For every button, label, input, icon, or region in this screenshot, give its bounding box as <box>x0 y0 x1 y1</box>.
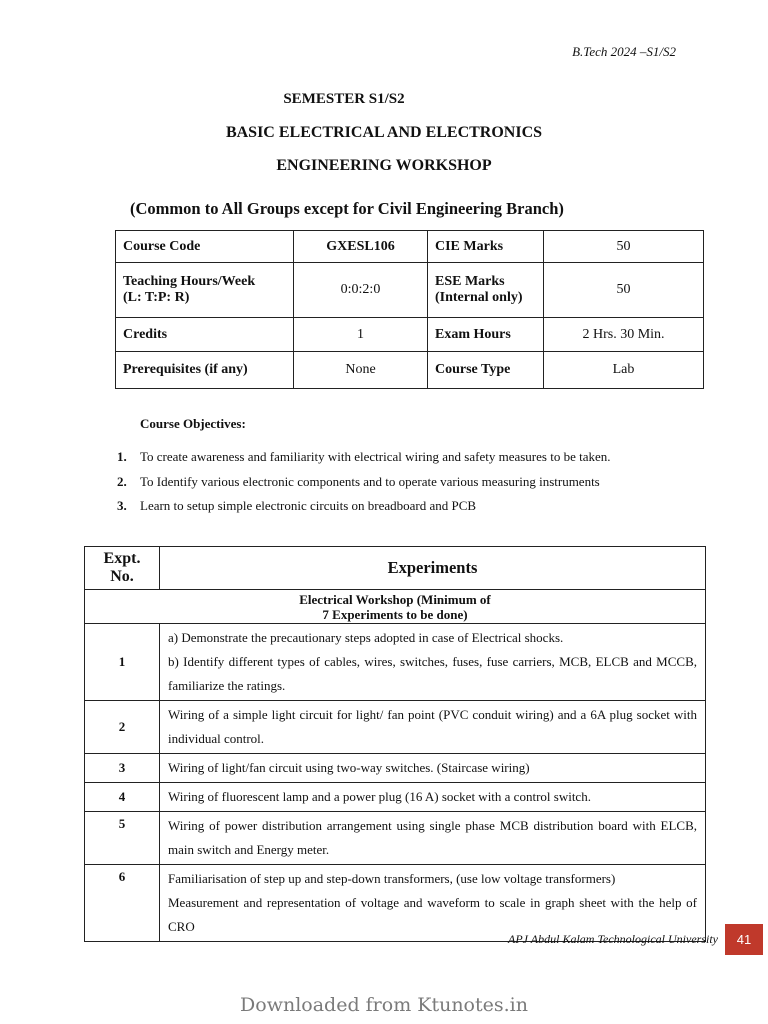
course-info-table <box>115 230 704 389</box>
objectives-heading: Course Objectives: <box>140 416 246 431</box>
page-header: B.Tech 2024 –S1/S2 <box>572 44 676 59</box>
experiment-description <box>160 701 706 754</box>
course-type-label: Course Type <box>428 352 544 389</box>
experiment-number: 5 <box>85 812 160 865</box>
experiment-line: b) Identify different types of cables, wires, switches, fuses, fuse carriers, MCB, ELCB and MCCB, familiarize the ratings. <box>168 654 697 693</box>
experiment-number: 2 <box>85 701 160 754</box>
experiment-description <box>160 783 706 812</box>
experiment-line: Measurement and representation of voltage and waveform to scale in graph sheet with the help of CRO <box>168 895 697 934</box>
section-heading-line-1: Electrical Workshop (Minimum of <box>299 592 491 607</box>
experiment-row <box>85 865 706 942</box>
experiment-line: Wiring of light/fan circuit using two-way switches. (Staircase wiring) <box>168 760 530 775</box>
university-name: APJ Abdul Kalam Technological University <box>508 932 718 946</box>
objective-item <box>117 448 611 473</box>
experiment-line: a) Demonstrate the precautionary steps adopted in case of Electrical shocks. <box>168 630 564 645</box>
objective-text: To create awareness and familiarity with electrical wiring and safety measures to be taken. <box>140 449 611 464</box>
course-title-line-1: BASIC ELECTRICAL AND ELECTRONICS <box>225 124 543 141</box>
course-code-value: GXESL106 <box>294 231 428 263</box>
cie-marks-label: CIE Marks <box>428 231 544 263</box>
prerequisites-label: Prerequisites (if any) <box>116 352 294 389</box>
experiment-row <box>85 701 706 754</box>
section-heading <box>85 590 706 624</box>
objective-text: To Identify various electronic components and to operate various measuring instruments <box>140 473 600 489</box>
experiments-table <box>84 546 706 942</box>
experiment-line: Familiarisation of step up and step-down transformers, (use low voltage transformers) <box>168 871 616 886</box>
experiment-row <box>85 754 706 783</box>
cie-marks-value: 50 <box>544 231 704 263</box>
teaching-hours-label-line-2: (L: T:P: R) <box>123 290 190 305</box>
credits-value: 1 <box>294 318 428 352</box>
experiment-row <box>85 624 706 701</box>
exam-hours-value: 2 Hrs. 30 Min. <box>544 318 704 352</box>
teaching-hours-label <box>116 263 294 318</box>
course-subtitle: (Common to All Groups except for Civil Engineering Branch) <box>130 199 564 218</box>
experiment-description <box>160 754 706 783</box>
experiment-line: Wiring of a simple light circuit for light/ fan point (PVC conduit wiring) and a 6A plug socket with individual control. <box>168 707 697 746</box>
credits-label: Credits <box>116 318 294 352</box>
page-number: 41 <box>725 924 763 955</box>
expt-no-header <box>85 547 160 590</box>
semester-title: SEMESTER S1/S2 <box>283 91 405 107</box>
experiment-line: Wiring of power distribution arrangement using single phase MCB distribution board with ELCB, main switch and Energy meter. <box>168 818 697 857</box>
objective-number: 1. <box>117 449 127 464</box>
prerequisites-value: None <box>294 352 428 389</box>
experiment-line: Wiring of fluorescent lamp and a power plug (16 A) socket with a control switch. <box>168 789 591 804</box>
experiment-row <box>85 812 706 865</box>
ese-marks-label-line-1: ESE Marks <box>435 274 505 289</box>
experiment-number: 3 <box>85 754 160 783</box>
objective-item <box>117 473 611 498</box>
objective-text: Learn to setup simple electronic circuits on breadboard and PCB <box>140 498 477 513</box>
course-type-value: Lab <box>544 352 704 389</box>
teaching-hours-value: 0:0:2:0 <box>294 263 428 318</box>
course-title-line-2: ENGINEERING WORKSHOP <box>276 157 492 174</box>
section-heading-line-2: 7 Experiments to be done) <box>322 607 468 622</box>
expt-no-header-line-2: No. <box>110 568 134 585</box>
objective-number: 2. <box>117 473 127 489</box>
experiment-description <box>160 865 706 942</box>
ese-marks-label-line-2: (Internal only) <box>435 290 523 305</box>
experiment-number: 6 <box>85 865 160 942</box>
ese-marks-value: 50 <box>544 263 704 318</box>
ese-marks-label <box>428 263 544 318</box>
objective-item <box>117 497 611 522</box>
experiment-description <box>160 624 706 701</box>
watermark: Downloaded from Ktunotes.in <box>240 994 528 1016</box>
experiment-number: 4 <box>85 783 160 812</box>
teaching-hours-label-line-1: Teaching Hours/Week <box>123 274 256 289</box>
objectives-list <box>117 448 611 522</box>
objective-number: 3. <box>117 498 127 513</box>
course-code-label: Course Code <box>116 231 294 263</box>
experiments-header: Experiments <box>160 547 706 590</box>
exam-hours-label: Exam Hours <box>428 318 544 352</box>
experiment-number: 1 <box>85 624 160 701</box>
experiment-description <box>160 812 706 865</box>
experiment-row <box>85 783 706 812</box>
expt-no-header-line-1: Expt. <box>103 550 141 567</box>
